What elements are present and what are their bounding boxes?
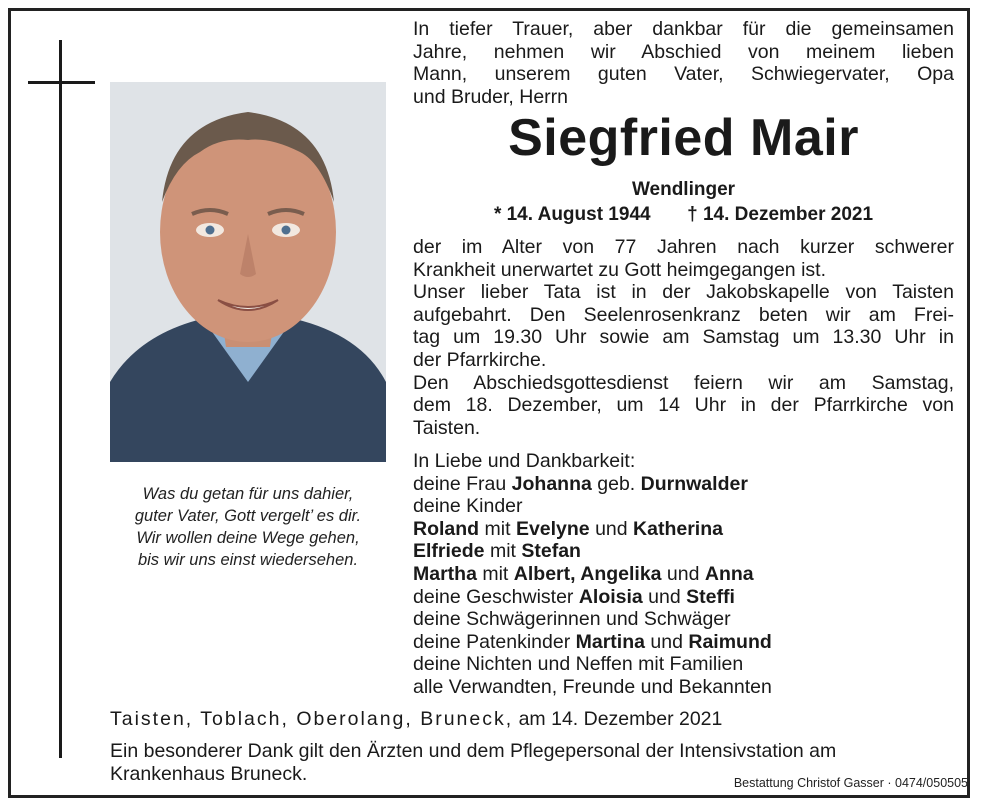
birth-date: * 14. August 1944 — [493, 204, 651, 225]
mourner-nieces: deine Nichten und Neffen mit Familien — [413, 653, 744, 676]
signing-date: am 14. Dezember 2021 — [513, 708, 723, 730]
death-date: † 14. Dezember 2021 — [687, 204, 874, 225]
cross-icon-bar — [28, 81, 95, 84]
mourner-in-laws: deine Schwägerinnen und Schwäger — [413, 608, 731, 631]
announcement-body — [413, 236, 954, 439]
funeral-home: Bestattung Christof Gasser · 0474/050505 — [733, 776, 968, 790]
body-line: Unser lieber Tata ist in der Jakobskapelle von Taisten — [413, 281, 954, 304]
intro-line: In tiefer Trauer, aber dankbar für die gemeinsamen — [413, 18, 954, 40]
body-line: Taisten. — [413, 416, 481, 439]
intro-text — [413, 18, 954, 108]
portrait-image — [110, 82, 386, 462]
mourner-child: Elfriede mit Stefan — [413, 540, 581, 563]
mourner-godchildren: deine Patenkinder Martina und Raimund — [413, 630, 772, 653]
body-line: tag um 19.30 Uhr sowie am Samstag um 13.30 Uhr in — [413, 326, 954, 349]
cross-icon — [59, 40, 62, 758]
body-line: Krankheit unerwartet zu Gott heimgegangen ist. — [413, 258, 826, 281]
mourner-all: alle Verwandten, Freunde und Bekannten — [413, 675, 772, 698]
body-line: der im Alter von 77 Jahren nach kurzer schwerer — [413, 236, 954, 258]
body-line: Den Abschiedsgottesdienst feiern wir am Samstag, — [413, 371, 954, 394]
poem — [108, 483, 388, 571]
thanks-line: Krankenhaus Bruneck. — [110, 762, 308, 785]
poem-line: bis wir uns einst wiedersehen. — [137, 551, 359, 569]
thanks-line: Ein besonderer Dank gilt den Ärzten und dem Pflegepersonal der Intensivstation am — [110, 740, 837, 762]
mourner-children-label: deine Kinder — [413, 495, 523, 518]
intro-line: Mann, unserem guten Vater, Schwiegervater, Opa — [413, 63, 954, 86]
intro-line: Jahre, nehmen wir Abschied von meinem lieben — [413, 40, 954, 63]
deceased-name: Siegfried Mair — [508, 109, 859, 167]
life-dates — [413, 203, 954, 227]
poem-line: Was du getan für uns dahier, — [142, 485, 354, 503]
mourner-child: Martha mit Albert, Angelika und Anna — [413, 562, 754, 585]
body-line: dem 18. Dezember, um 14 Uhr in der Pfarrkirche von — [413, 394, 954, 417]
mourners-list — [413, 450, 772, 699]
body-line: aufgebahrt. Den Seelenrosenkranz beten wir am Frei- — [413, 303, 954, 326]
place-names: Taisten, Toblach, Oberolang, Bruneck, — [110, 708, 514, 730]
nickname: Wendlinger — [631, 179, 736, 200]
poem-line: Wir wollen deine Wege gehen, — [136, 529, 360, 547]
mourners-intro: In Liebe und Dankbarkeit: — [413, 450, 636, 472]
intro-line: und Bruder, Herrn — [413, 85, 569, 108]
mourner-siblings: deine Geschwister Aloisia und Steffi — [413, 585, 735, 608]
mourner-wife: deine Frau Johanna geb. Durnwalder — [413, 472, 748, 495]
place-and-date — [110, 708, 722, 730]
portrait-photo — [110, 82, 386, 462]
poem-line: guter Vater, Gott vergelt’ es dir. — [134, 507, 362, 525]
mourner-child: Roland mit Evelyne und Katherina — [413, 517, 723, 540]
body-line: der Pfarrkirche. — [413, 348, 547, 371]
